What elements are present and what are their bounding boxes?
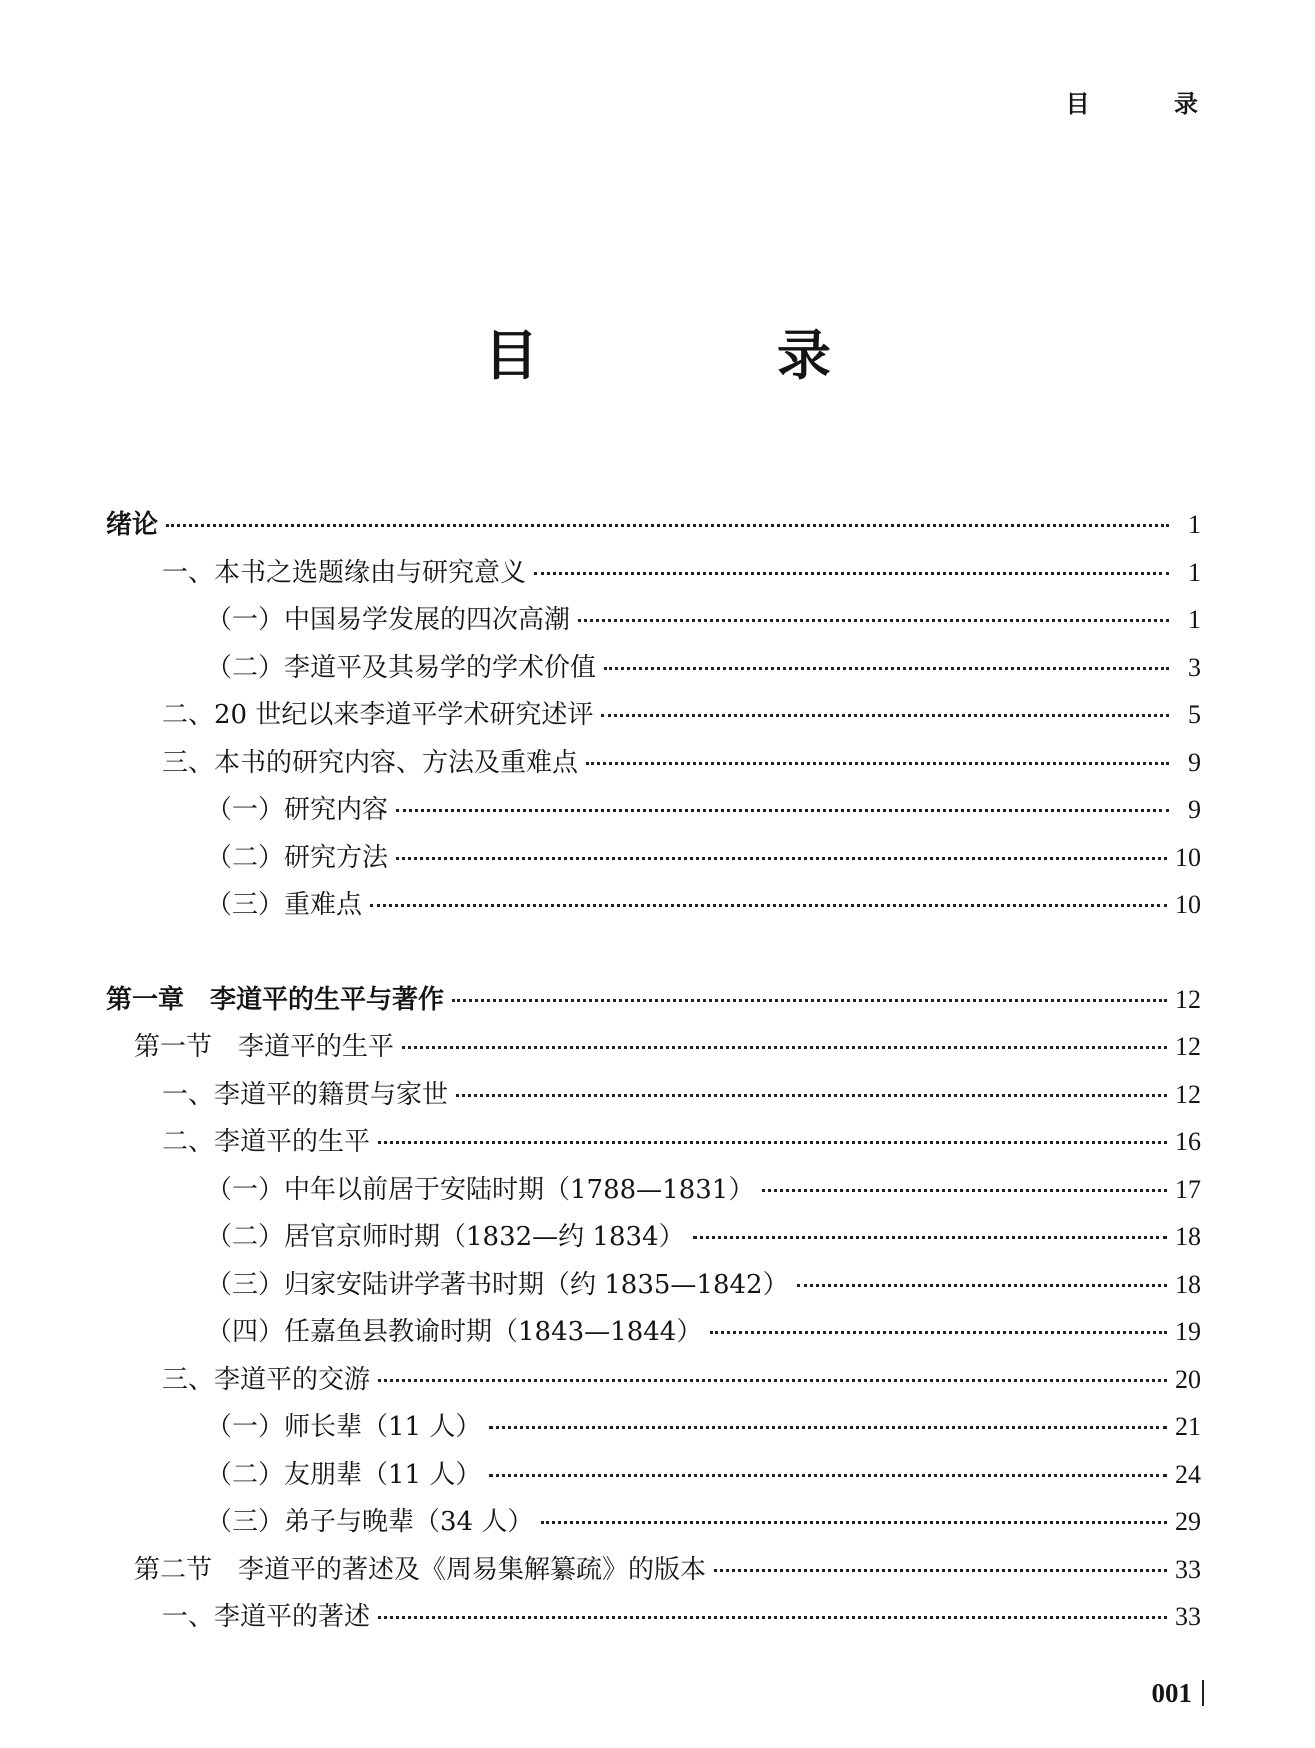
dot-leader	[402, 1046, 1167, 1049]
toc-entry[interactable]	[106, 739, 1201, 787]
toc-entry[interactable]	[106, 1546, 1201, 1594]
toc-entry[interactable]	[106, 786, 1201, 834]
toc-entry-title: 第一节 李道平的生平	[134, 1032, 395, 1062]
dot-leader	[534, 572, 1169, 575]
toc-entry[interactable]	[106, 549, 1201, 597]
dot-leader	[456, 1094, 1167, 1097]
toc-entry[interactable]	[106, 881, 1201, 929]
toc-entry[interactable]	[106, 1356, 1201, 1404]
dot-leader	[541, 1521, 1167, 1524]
toc-entry-title: 二、李道平的生平	[162, 1127, 371, 1157]
toc-entry[interactable]	[106, 1023, 1201, 1071]
toc-entry-title: 一、李道平的著述	[162, 1602, 371, 1632]
toc-entry[interactable]	[106, 976, 1201, 1024]
dot-leader	[710, 1331, 1167, 1334]
toc-entry[interactable]	[106, 834, 1201, 882]
toc-entry-title: （二）友朋辈（11 人）	[206, 1459, 482, 1490]
toc-entry[interactable]	[106, 691, 1201, 739]
page-number: 001	[1152, 1680, 1205, 1706]
toc-entry[interactable]	[106, 1403, 1201, 1451]
toc-entry[interactable]	[106, 1166, 1201, 1214]
dot-leader	[601, 714, 1169, 717]
toc-entry-page: 17	[1175, 1174, 1201, 1204]
dot-leader	[489, 1426, 1167, 1429]
dot-leader	[797, 1284, 1167, 1287]
dot-leader	[762, 1189, 1167, 1192]
toc-entry-title: 三、李道平的交游	[162, 1364, 371, 1395]
dot-leader	[578, 619, 1169, 622]
toc-entry-page: 12	[1175, 1079, 1201, 1109]
toc-entry-page: 1	[1188, 605, 1201, 634]
toc-entry-title: （二）研究方法	[206, 842, 389, 873]
toc-entry-page: 24	[1175, 1459, 1201, 1489]
dot-leader	[693, 1236, 1167, 1239]
toc-entry[interactable]	[106, 501, 1201, 549]
toc-entry-page: 10	[1175, 842, 1201, 872]
toc-entry-page: 33	[1175, 1602, 1201, 1631]
toc-entry[interactable]	[106, 1261, 1201, 1309]
toc-group	[106, 501, 1201, 929]
toc-entry-title: 一、李道平的籍贯与家世	[162, 1079, 449, 1110]
dot-leader	[378, 1616, 1167, 1619]
toc-entry[interactable]	[106, 1498, 1201, 1546]
toc-entry-title: （一）中年以前居于安陆时期（1788—1831）	[206, 1174, 755, 1205]
dot-leader	[452, 999, 1167, 1002]
toc-entry-title: （一）研究内容	[206, 795, 389, 825]
toc-entry-title: （三）弟子与晚辈（34 人）	[206, 1507, 534, 1537]
page-title: 目 录	[484, 323, 941, 387]
toc-entry-page: 12	[1175, 984, 1201, 1014]
toc-entry-page: 10	[1175, 890, 1201, 919]
toc-entry-page: 3	[1188, 652, 1201, 682]
dot-leader	[489, 1474, 1167, 1477]
toc-entry-page: 9	[1188, 747, 1201, 777]
toc-entry-page: 18	[1175, 1222, 1201, 1251]
dot-leader	[396, 857, 1167, 860]
toc-entry[interactable]	[106, 1308, 1201, 1356]
dot-leader	[378, 1141, 1167, 1144]
running-head: 目 录	[1065, 89, 1236, 118]
toc-entry[interactable]	[106, 644, 1201, 692]
toc-entry-title: 绪论	[106, 510, 159, 540]
toc-entry-title: （三）归家安陆讲学著书时期（约 1835—1842）	[206, 1269, 789, 1300]
toc-entry-title: （一）师长辈（11 人）	[206, 1412, 482, 1442]
toc-entry-title: 二、20 世纪以来李道平学术研究述评	[162, 700, 594, 730]
dot-leader	[370, 904, 1167, 907]
toc-entry-page: 1	[1188, 510, 1201, 539]
toc-entry-title: （四）任嘉鱼县教谕时期（1843—1844）	[206, 1317, 703, 1347]
toc-entry-title: （一）中国易学发展的四次高潮	[206, 605, 571, 635]
toc-entry-page: 12	[1175, 1032, 1201, 1061]
toc-entry[interactable]	[106, 596, 1201, 644]
toc-entry-page: 16	[1175, 1127, 1201, 1156]
toc-entry-title: （三）重难点	[206, 890, 363, 920]
toc-entry-page: 19	[1175, 1317, 1201, 1346]
toc-entry[interactable]	[106, 1593, 1201, 1641]
toc-entry-title: （二）居官京师时期（1832—约 1834）	[206, 1222, 685, 1252]
toc-entry-page: 18	[1175, 1269, 1201, 1299]
toc-entry-title: 第一章 李道平的生平与著作	[106, 984, 445, 1015]
dot-leader	[396, 809, 1169, 812]
toc-entry[interactable]	[106, 1118, 1201, 1166]
toc-entry[interactable]	[106, 1213, 1201, 1261]
toc-entry[interactable]	[106, 1071, 1201, 1119]
dot-leader	[166, 524, 1169, 527]
toc-entry-page: 21	[1175, 1412, 1201, 1441]
toc-entry-page: 29	[1175, 1507, 1201, 1536]
toc-entry-page: 1	[1188, 557, 1201, 587]
table-of-contents	[106, 501, 1201, 1641]
toc-entry-page: 33	[1175, 1554, 1201, 1584]
toc-entry-page: 20	[1175, 1364, 1201, 1394]
toc-entry-title: （二）李道平及其易学的学术价值	[206, 652, 597, 683]
toc-entry-page: 9	[1188, 795, 1201, 824]
dot-leader	[714, 1569, 1167, 1572]
toc-entry-page: 5	[1188, 700, 1201, 729]
toc-entry-title: 第二节 李道平的著述及《周易集解纂疏》的版本	[134, 1554, 707, 1585]
dot-leader	[378, 1379, 1167, 1382]
toc-entry-title: 三、本书的研究内容、方法及重难点	[162, 747, 579, 778]
toc-entry-title: 一、本书之选题缘由与研究意义	[162, 557, 527, 588]
toc-entry[interactable]	[106, 1451, 1201, 1499]
dot-leader	[586, 762, 1169, 765]
dot-leader	[604, 667, 1169, 670]
toc-group	[106, 976, 1201, 1641]
